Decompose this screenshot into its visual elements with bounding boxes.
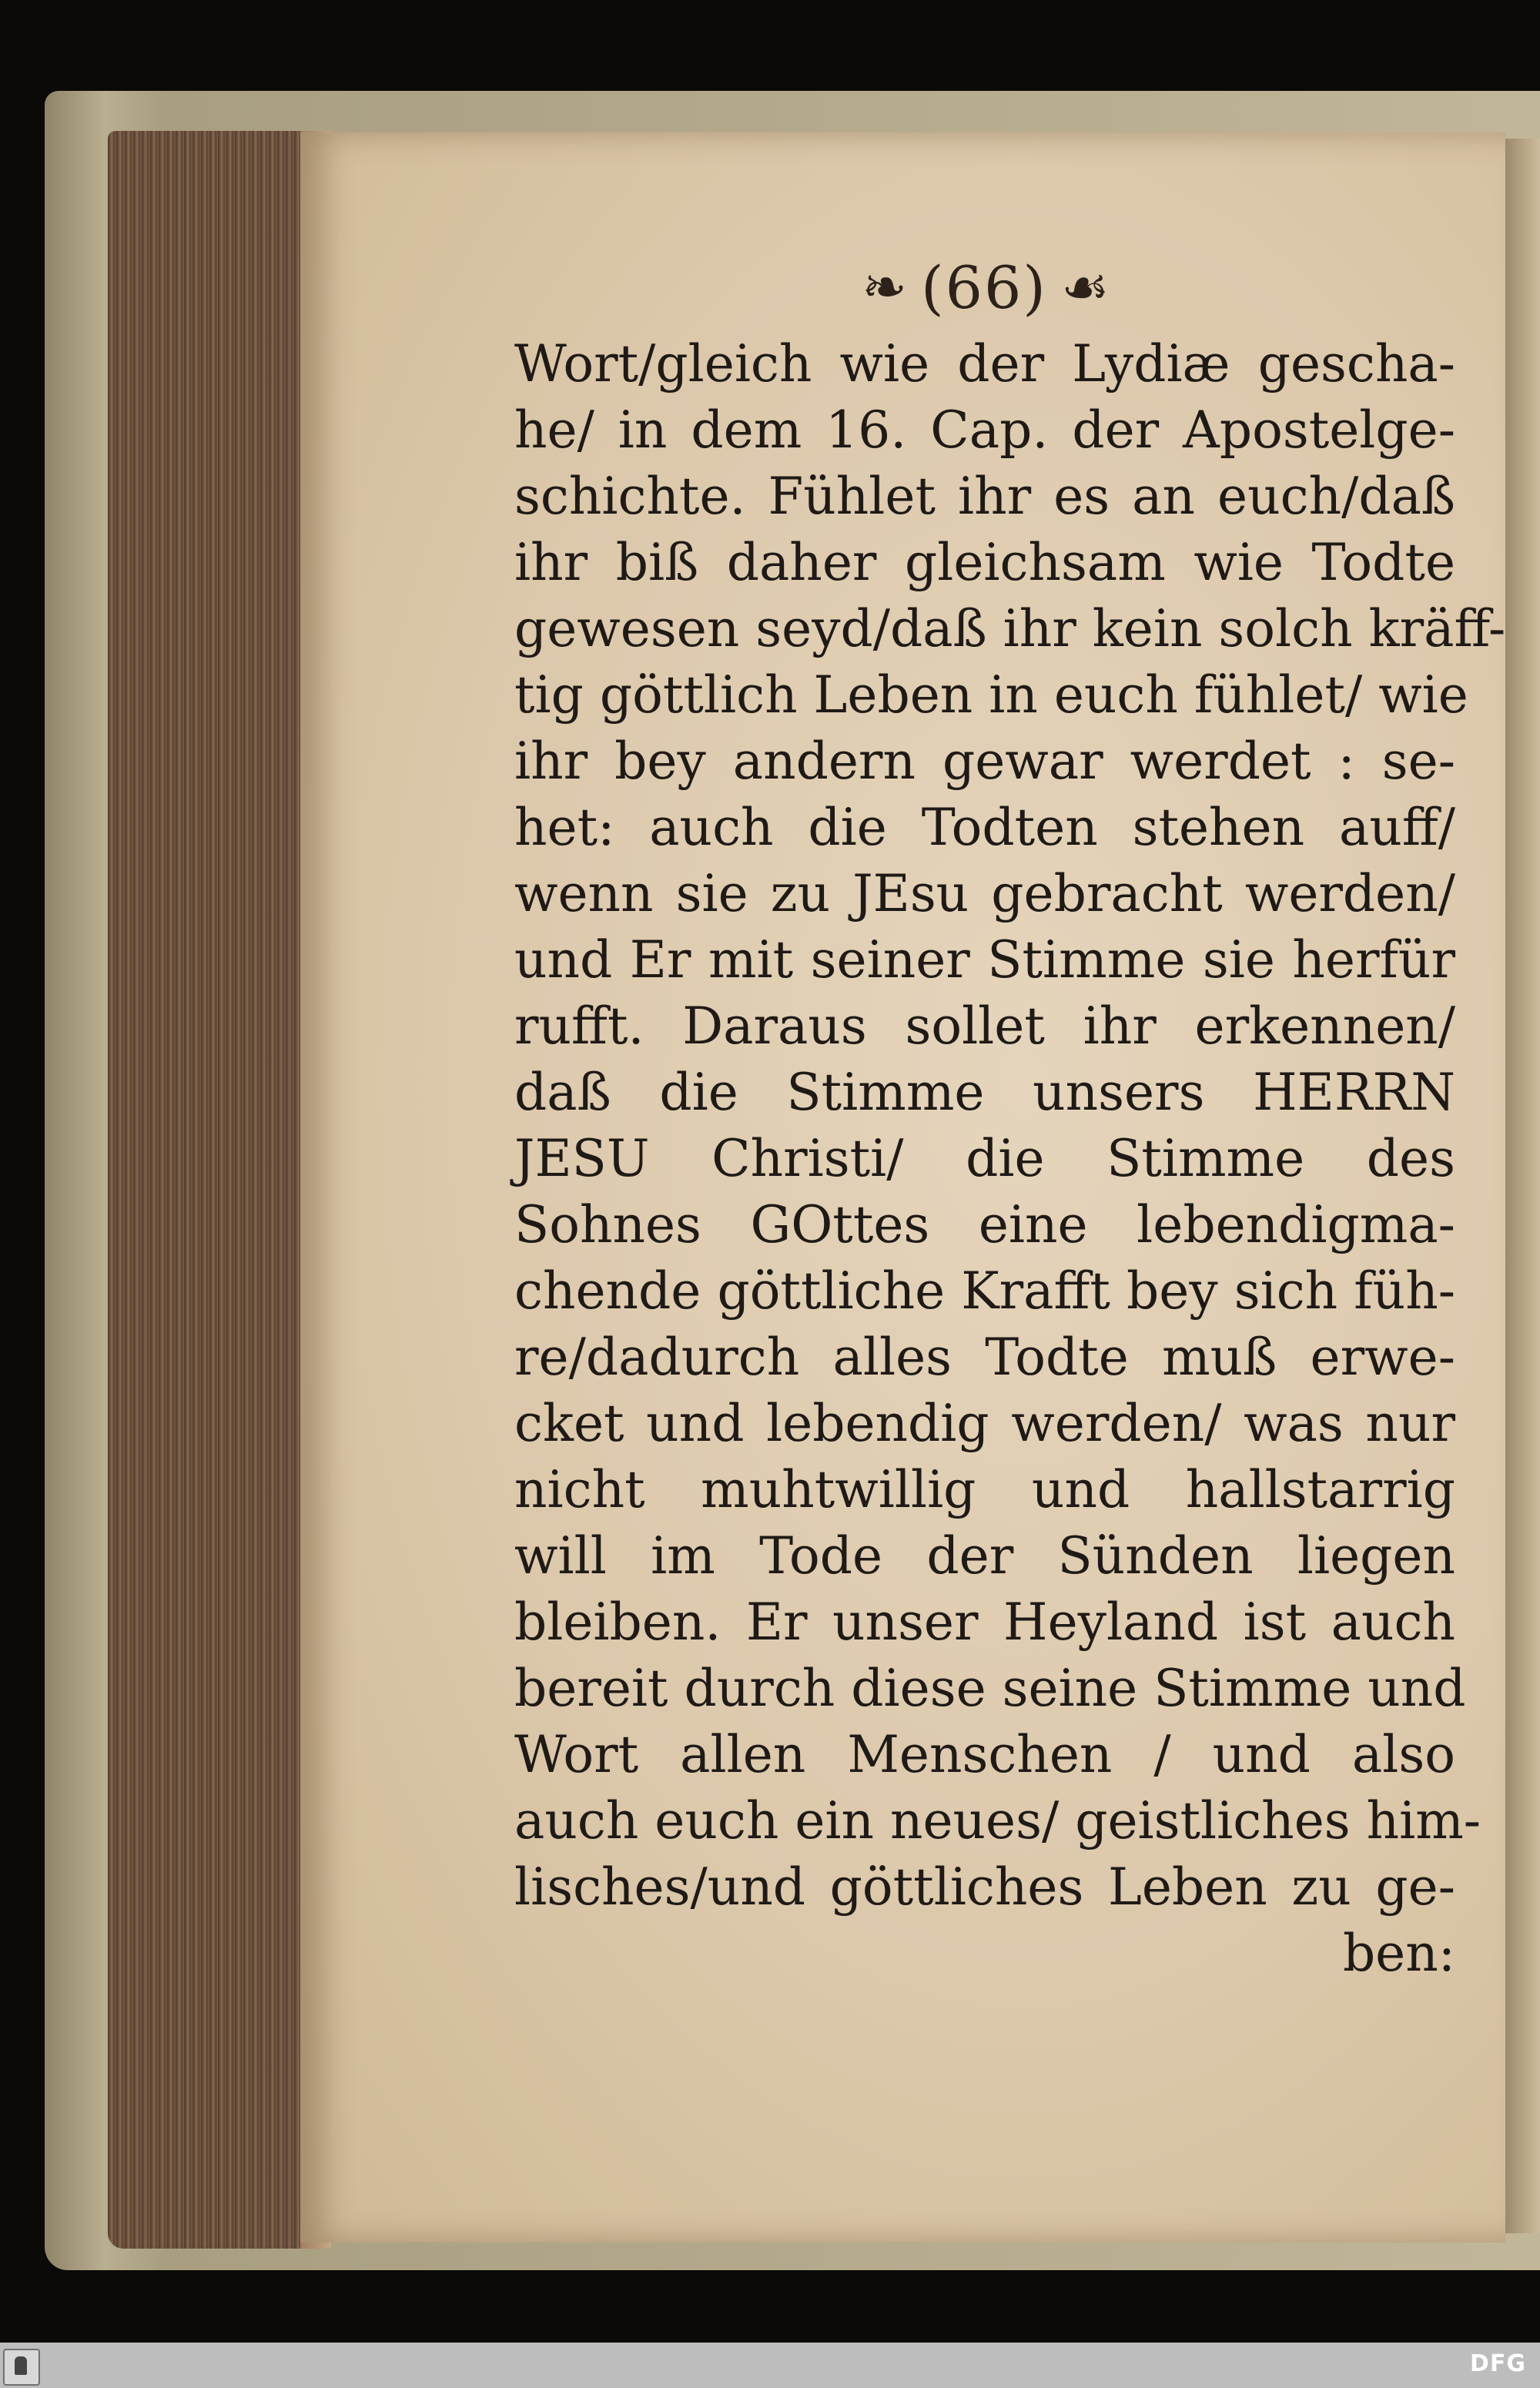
page-edges	[108, 131, 331, 2249]
fleuron-ornament-icon: ☙	[1060, 256, 1110, 319]
library-logo-icon	[3, 2349, 40, 2386]
text-line: het: auch die Todten stehen auff/	[514, 798, 1455, 857]
facing-page-edge	[1505, 139, 1540, 2233]
text-line: und Er mit seiner Stimme sie herfür	[514, 930, 1455, 990]
text-line: bleiben. Er unser Heyland ist auch	[514, 1593, 1455, 1652]
text-line: he/ in dem 16. Cap. der Apostelge-	[514, 400, 1455, 460]
page-number: (66)	[920, 253, 1047, 322]
text-line: bereit durch diese seine Stimme und	[514, 1659, 1466, 1718]
page-header	[770, 245, 1201, 330]
text-line: auch euch ein neues/ geistliches him-	[514, 1791, 1481, 1850]
text-line: lisches/und göttliches Leben zu ge-	[514, 1857, 1455, 1917]
text-line: ihr bey andern gewar werdet : se-	[514, 732, 1455, 791]
text-line: rufft. Daraus sollet ihr erkennen/	[514, 996, 1455, 1056]
dfg-brand: DFG	[1469, 2350, 1526, 2377]
body-text	[514, 331, 1506, 1987]
text-line: cket und lebendig werden/ was nur	[514, 1394, 1455, 1453]
text-line: chende göttliche Krafft bey sich füh-	[514, 1261, 1455, 1321]
text-line: daß die Stimme unsers HERRN	[514, 1063, 1455, 1122]
text-line: will im Tode der Sünden liegen	[514, 1526, 1455, 1586]
text-line: schichte. Fühlet ihr es an euch/daß	[514, 467, 1455, 526]
text-line: wenn sie zu JEsu gebracht werden/	[514, 864, 1455, 923]
text-line: Wort/gleich wie der Lydiæ gescha-	[514, 334, 1455, 394]
text-line: JESU Christi/ die Stimme des	[514, 1129, 1455, 1188]
viewer-footer-bar	[0, 2343, 1540, 2388]
text-line: re/dadurch alles Todte muß erwe-	[514, 1328, 1455, 1387]
text-line: Wort allen Menschen / und also	[514, 1725, 1455, 1784]
text-line: gewesen seyd/daß ihr kein solch kräff-	[514, 599, 1506, 658]
text-line: ihr biß daher gleichsam wie Todte	[514, 533, 1455, 592]
text-line: nicht muhtwillig und hallstarrig	[514, 1460, 1455, 1519]
text-line: tig göttlich Leben in euch fühlet/ wie	[514, 665, 1468, 725]
fleuron-ornament-icon: ❧	[862, 256, 907, 319]
text-line: Sohnes GOttes eine lebendigma-	[514, 1195, 1455, 1254]
catchword: ben:	[1342, 1924, 1455, 1983]
